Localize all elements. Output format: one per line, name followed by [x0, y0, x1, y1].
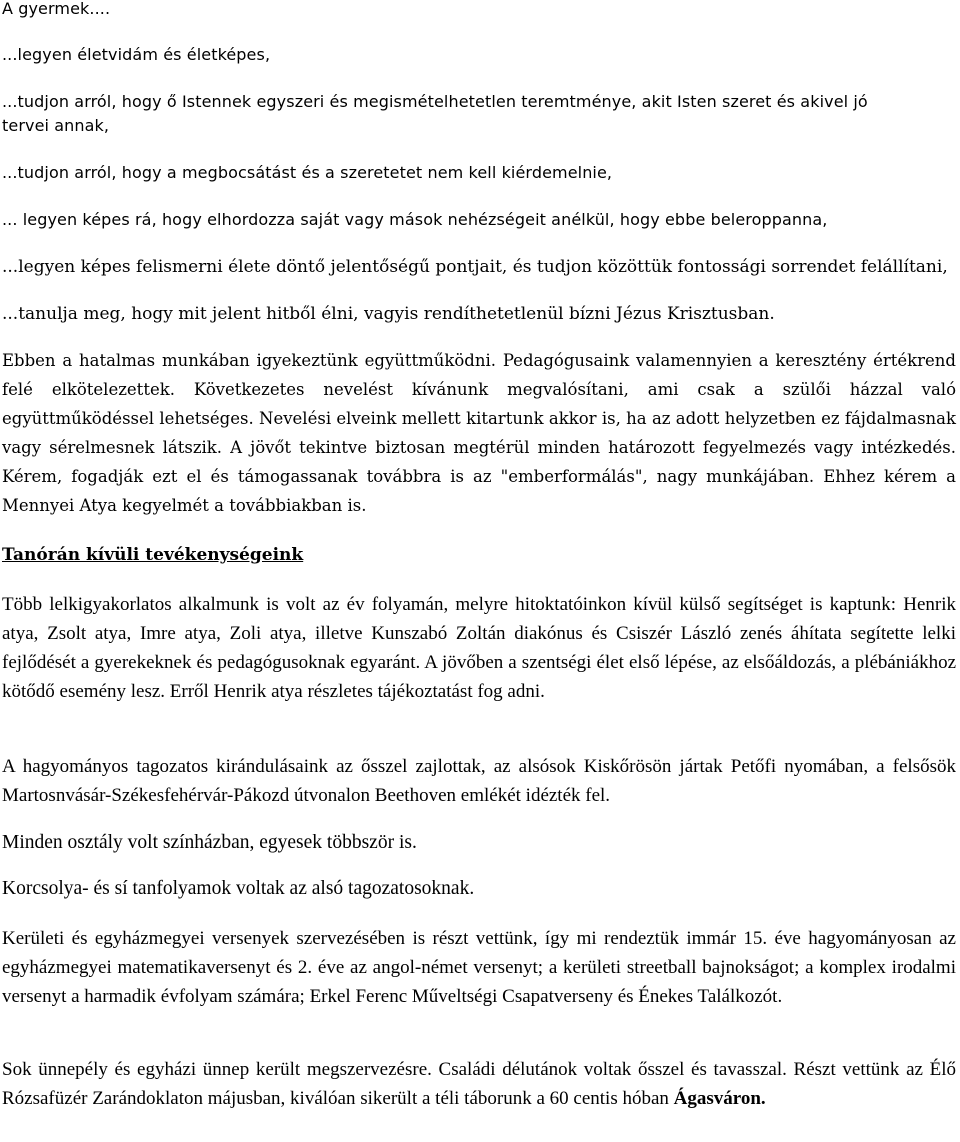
celebrations-text: Sok ünnepély és egyházi ünnep került megszervezésre. Családi délutánok voltak ősszel és tavasszal. Részt vettünk az Élő Rózsafüzér Zarándoklaton májusban, kiválóan sikerült a téli táborunk a 60 centis hóban [2, 1059, 956, 1109]
intro-item-faith: ...tanulja meg, hogy mit jelent hitből élni, vagyis rendíthetetlenül bízni Jézus Krisztusban. [2, 304, 775, 324]
intro-item-lively: ...legyen életvidám és életképes, [2, 45, 271, 64]
intro-item-creature: ...tudjon arról, hogy ő Istennek egyszeri és megismételhetetlen teremtménye, akit Isten szeret és akivel jó [2, 92, 868, 111]
section-heading: Tanórán kívüli tevékenységeink [2, 545, 304, 565]
excursions-paragraph: A hagyományos tagozatos kirándulásaink az ősszel zajlottak, az alsósok Kiskőrösön jártak Petőfi nyomában, a felsősök Martosnvásár-Székesfehérvár-Pákozd útvonalon Beethoven emlékét idézték fel. [2, 756, 956, 806]
intro-item-burden: ... legyen képes rá, hogy elhordozza saját vagy mások nehézségeit anélkül, hogy ebbe beleroppanna, [2, 210, 828, 229]
intro-item-forgiveness: ...tudjon arról, hogy a megbocsátást és a szeretetet nem kell kiérdemelnie, [2, 163, 613, 182]
cooperation-paragraph: Ebben a hatalmas munkában igyekeztünk együttműködni. Pedagógusaink valamennyien a keresztény értékrend felé elkötelezettek. Következetes nevelést kívánunk megvalósítani, ami csak a szülői házzal való együttműködéssel lehetséges. Nevelési elveink mellett kitartunk akkor is, ha az adott helyzetben ez fájdalmasnak vagy sérelmesnek látszik. A jövőt tekintve biztosan megtérül minden határozott fegyelmezés vagy intézkedés. Kérem, fogadják ezt el és támogassanak továbbra is az "emberformálás", nagy munkájában. Ehhez kérem a Mennyei Atya kegyelmét a továbbiakban is. [2, 351, 956, 515]
theatre-line: Minden osztály volt színházban, egyesek többször is. [2, 832, 417, 853]
intro-item-priorities: ...legyen képes felismerni élete döntő jelentőségű pontjait, és tudjon közöttük fontossági sorrendet felállítani, [2, 257, 948, 277]
celebrations-paragraph [2, 1055, 956, 1113]
retreats-paragraph: Több lelkigyakorlatos alkalmunk is volt az év folyamán, melyre hitoktatóinkon kívül külső segítséget is kaptunk: Henrik atya, Zsolt atya, Imre atya, Zoli atya, illetve Kunszabó Zoltán diakónus és Csiszér László zenés áhítata segítette lelki fejlődését a gyerekeknek és pedagógusoknak egyaránt. A jövőben a szentségi élet első lépése, az elsőáldozás, a plébániákhoz kötődő esemény lesz. Erről Henrik atya részletes tájékoztatást fog adni. [2, 594, 956, 702]
celebrations-bold-end: Ágasváron. [673, 1088, 766, 1109]
intro-item-creature-cont: tervei annak, [2, 116, 110, 135]
competitions-paragraph: Kerületi és egyházmegyei versenyek szervezésében is részt vettünk, így mi rendeztük immár 15. éve hagyományosan az egyházmegyei matematikaversenyt és 2. éve az angol-német versenyt; a kerületi streetball bajnokságot; a komplex irodalmi versenyt a harmadik évfolyam számára; Erkel Ferenc Műveltségi Csapatverseny és Énekes Találkozót. [2, 928, 956, 1007]
skating-line: Korcsolya- és sí tanfolyamok voltak az alsó tagozatosoknak. [2, 878, 475, 899]
intro-title: A gyermek.... [2, 0, 111, 18]
